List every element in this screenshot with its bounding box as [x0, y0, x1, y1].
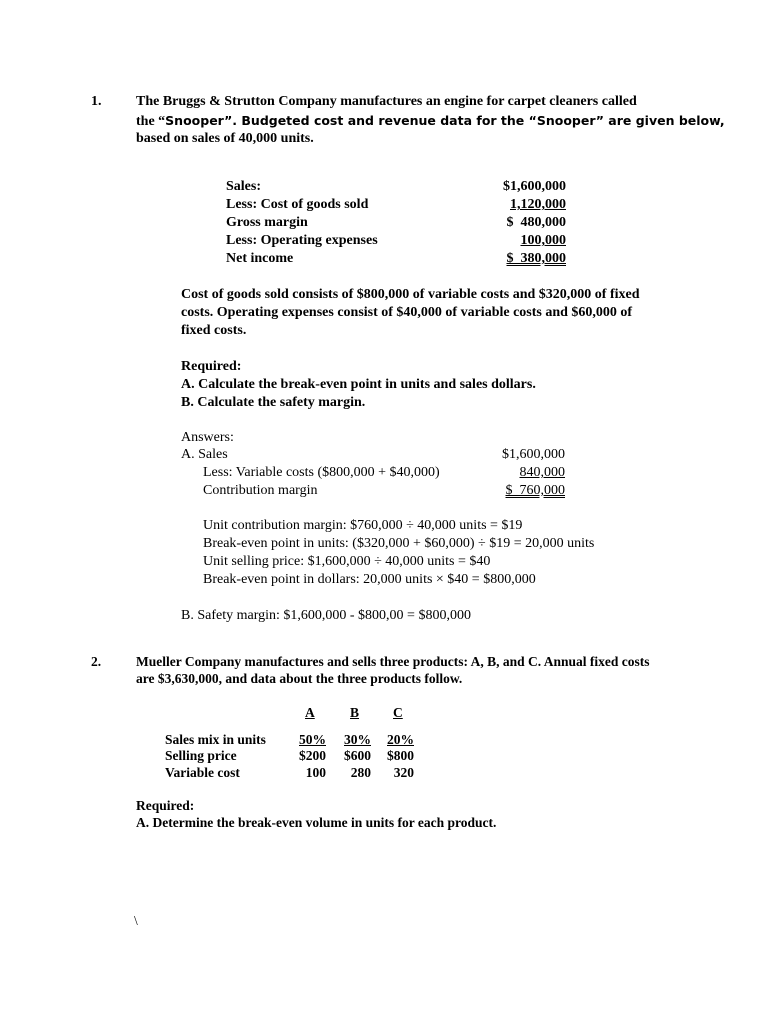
q1-intro-line-2a: the “	[136, 114, 166, 129]
income-row-value: 1,120,000	[510, 197, 566, 212]
table-cell: 100	[305, 765, 326, 780]
column-header: B	[350, 705, 360, 720]
q1-required-b: B. Calculate the safety margin.	[181, 395, 366, 410]
q1-intro-line-2	[136, 112, 725, 131]
answer-row	[181, 482, 565, 500]
table-cell: $800	[387, 748, 414, 763]
table-cell: 30%	[344, 732, 371, 747]
q1-required-a: A. Calculate the break-even point in units and sales dollars.	[181, 377, 536, 392]
q1-intro-line-3: based on sales of 40,000 units.	[136, 131, 314, 146]
answer-row-label: A. Sales	[181, 447, 228, 462]
column-header: A	[305, 705, 315, 720]
calc-line: Break-even point in units: ($320,000 + $60,000) ÷ $19 = 20,000 units	[203, 536, 595, 551]
cogs-note-line: fixed costs.	[181, 323, 247, 338]
income-row	[226, 232, 566, 250]
q2-number: 2.	[91, 654, 102, 669]
table-row-label: Variable cost	[165, 765, 240, 780]
income-row-label: Sales:	[226, 179, 261, 194]
q1-intro-line-2b: Snooper”. Budgeted cost and revenue data for the “Snooper” are given below,	[165, 113, 725, 128]
table-cell: 280	[350, 765, 371, 780]
answer-row-value: $ 760,000	[505, 483, 565, 498]
cogs-note-line: costs. Operating expenses consist of $40,000 of variable costs and $60,000 of	[181, 305, 633, 320]
q2-required-label: Required:	[136, 798, 195, 813]
income-row	[226, 250, 566, 268]
q2-required-a: A. Determine the break-even volume in units for each product.	[136, 815, 497, 830]
income-row	[226, 178, 566, 196]
table-cell: 20%	[387, 732, 414, 747]
income-row-label: Less: Cost of goods sold	[226, 197, 369, 212]
income-row-label: Less: Operating expenses	[226, 233, 378, 248]
income-row	[226, 196, 566, 214]
income-row-label: Net income	[226, 251, 294, 266]
answer-row-value: 840,000	[519, 465, 565, 480]
calc-line: Unit selling price: $1,600,000 ÷ 40,000 units = $40	[203, 554, 491, 569]
income-row	[226, 214, 566, 232]
table-row-label: Sales mix in units	[165, 732, 266, 747]
income-row-value: 100,000	[520, 233, 566, 248]
table-cell: $200	[299, 748, 326, 763]
column-header: C	[393, 705, 403, 720]
answers-label: Answers:	[181, 430, 234, 445]
table-row-label: Selling price	[165, 748, 237, 763]
income-row-label: Gross margin	[226, 215, 308, 230]
answer-row-value: $1,600,000	[502, 447, 565, 462]
income-row-value: $ 480,000	[506, 215, 566, 230]
calc-line: Break-even point in dollars: 20,000 units × $40 = $800,000	[203, 572, 536, 587]
answer-row-label: Contribution margin	[203, 483, 318, 498]
q2-intro-line-1: Mueller Company manufactures and sells three products: A, B, and C. Annual fixed costs	[136, 654, 650, 669]
table-cell: 50%	[299, 732, 326, 747]
q1-intro-line-1: The Bruggs & Strutton Company manufactures an engine for carpet cleaners called	[136, 94, 637, 109]
q2-intro-line-2: are $3,630,000, and data about the three products follow.	[136, 671, 463, 686]
cogs-note-line: Cost of goods sold consists of $800,000 of variable costs and $320,000 of fixed	[181, 287, 640, 302]
answer-row	[181, 446, 565, 464]
income-row-value: $ 380,000	[506, 251, 566, 266]
table-cell: $600	[344, 748, 371, 763]
income-row-value: $1,600,000	[503, 179, 566, 194]
answer-b: B. Safety margin: $1,600,000 - $800,00 = $800,000	[181, 608, 471, 623]
calc-line: Unit contribution margin: $760,000 ÷ 40,000 units = $19	[203, 518, 523, 533]
answer-row	[181, 464, 565, 482]
q1-required-label: Required:	[181, 359, 242, 374]
answer-row-label: Less: Variable costs ($800,000 + $40,000)	[203, 465, 440, 480]
q1-number: 1.	[91, 94, 102, 109]
table-cell: 320	[393, 765, 414, 780]
stray-mark: \	[134, 913, 138, 928]
